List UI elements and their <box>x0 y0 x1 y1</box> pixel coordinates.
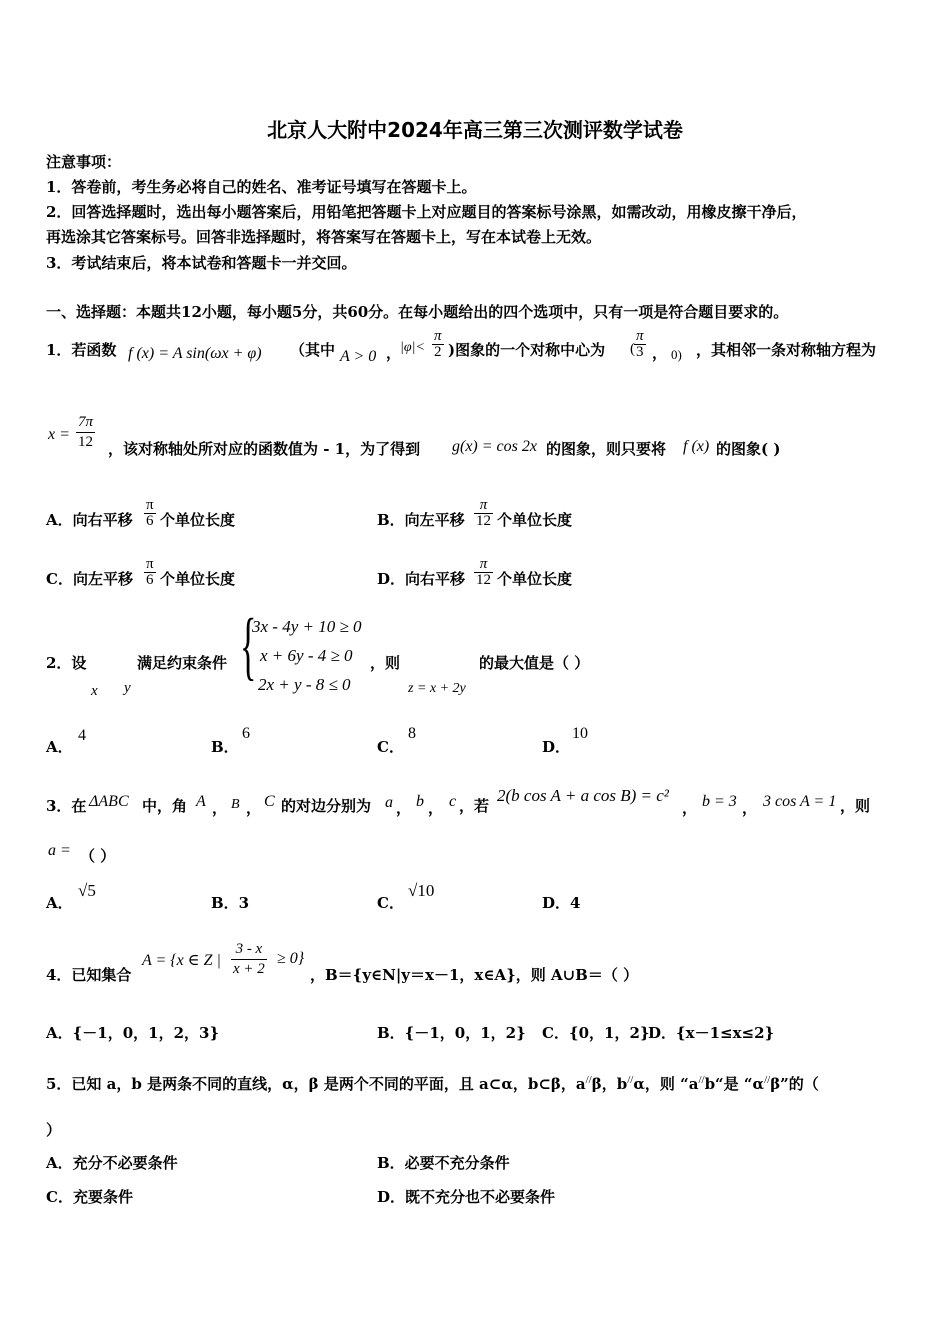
q1-tail: ，其相邻一条对称轴方程为 <box>696 341 877 359</box>
q1-zero: 0) <box>671 347 682 362</box>
q3-t4: ， <box>682 799 698 817</box>
q2-option-b[interactable]: B． <box>211 738 239 756</box>
q3-angle-a: A <box>196 793 206 810</box>
q1-option-a-frac: $\frac{\pi}{6}$ <box>146 497 154 529</box>
q4-option-d[interactable]: D．{x－1≤x≤2} <box>648 1024 775 1042</box>
q3-equation: 2(b cos A + a cos B) = c² <box>497 786 669 805</box>
q2-var-y: y <box>124 680 131 696</box>
q3-cos-a: 3 cos A = 1 <box>763 793 837 810</box>
q3-side-a: a <box>385 794 393 811</box>
q3-option-b[interactable]: B．3 <box>211 894 250 912</box>
q5-line2: ） <box>46 1121 62 1139</box>
q1-g-expr: g(x) = cos 2x <box>452 438 537 455</box>
q3-option-c-value: √10 <box>408 881 435 900</box>
q3-t2: 的对边分别为 <box>281 797 372 815</box>
q1-lead: 1．若函数 <box>46 341 117 359</box>
q2-left-brace: { <box>240 604 257 688</box>
q1-paren-left: ( <box>630 341 635 357</box>
q2-constraint-2: x + 6y - 4 ≥ 0 <box>260 646 353 665</box>
q3-option-a[interactable]: A． <box>46 894 73 912</box>
q3-side-c: c <box>449 793 457 810</box>
q1-pi-over-2: $\frac{\pi}{2}$ <box>434 328 442 360</box>
q2-option-c-value: 8 <box>408 725 416 742</box>
q3-option-a-value: √5 <box>78 881 96 900</box>
q1-option-b-unit: 个单位长度 <box>497 511 573 529</box>
q3-triangle: ΔABC <box>89 793 129 810</box>
q3-t3: ，若 <box>459 797 490 815</box>
q4-option-c[interactable]: C．{0，1，2} <box>542 1024 650 1042</box>
q2-tail: 的最大值是（ ） <box>479 654 590 672</box>
q1-comma: ， <box>652 344 668 362</box>
q4-set-a: A = {x ∈ Z | <box>142 952 221 969</box>
q1-x-eq: x = <box>48 426 70 443</box>
q1-option-d-frac: $\frac{\pi}{12}$ <box>476 556 491 588</box>
q4-ge-zero: ≥ 0} <box>277 950 305 967</box>
q2-option-a-value: 4 <box>78 727 86 744</box>
q3-option-c[interactable]: C． <box>377 894 404 912</box>
q2-option-d[interactable]: D． <box>542 738 571 756</box>
q1-option-c[interactable]: C．向左平移 <box>46 570 133 588</box>
q2-constraint-3: 2x + y - 8 ≤ 0 <box>258 675 351 694</box>
q3-angle-b: B <box>231 797 240 812</box>
q1-mid1: （其中 <box>290 341 336 359</box>
q3-comma-4: ， <box>428 799 444 817</box>
q1-cond1: A > 0 <box>340 348 377 365</box>
q2-then: ，则 <box>370 654 401 672</box>
q1-line2b: 的图象，则只要将 <box>546 440 667 458</box>
q2-option-c[interactable]: C． <box>377 738 404 756</box>
section-heading: 一、选择题：本题共12小题，每小题5分，共60分。在每小题给出的四个选项中，只有一项是符合题目要求的。 <box>46 303 789 321</box>
q4-set-b: ，B＝{y∈N|y＝x－1，x∈A}，则 A∪B＝（ ） <box>310 966 639 984</box>
q5-option-a[interactable]: A．充分不必要条件 <box>46 1154 178 1172</box>
q5-line1: 5．已知 a，b 是两条不同的直线，α，β 是两个不同的平面，且 a⊂α，b⊂β，a//β，b//α，则 “a//b“是 “α//β”的（ <box>46 1074 819 1093</box>
q4-option-a[interactable]: A．{－1，0，1，2，3} <box>46 1024 220 1042</box>
q2-lead: 2．设 <box>46 654 87 672</box>
q3-lead: 3．在 <box>46 797 87 815</box>
q1-option-c-unit: 个单位长度 <box>160 570 236 588</box>
q3-side-b: b <box>416 793 424 810</box>
q5-option-b[interactable]: B．必要不充分条件 <box>377 1154 510 1172</box>
notice-item-2a: 2．回答选择题时，选出每小题答案后，用铅笔把答题卡上对应题目的答案标号涂黑，如需改动，用橡皮擦干净后， <box>46 203 807 221</box>
q3-angle-c: C <box>264 793 275 810</box>
q3-comma-2: ， <box>246 799 262 817</box>
q3-option-d[interactable]: D．4 <box>542 894 581 912</box>
q2-option-d-value: 10 <box>572 725 588 742</box>
q4-fraction: $\frac{3 - x}{x + 2}$ <box>233 941 265 977</box>
q3-t1: 中，角 <box>142 797 188 815</box>
notice-item-2b: 再选涂其它答案标号。回答非选择题时，将答案写在答题卡上，写在本试卷上无效。 <box>46 228 602 246</box>
q1-option-c-frac: $\frac{\pi}{6}$ <box>146 556 154 588</box>
q4-option-b[interactable]: B．{－1，0，1，2} <box>377 1024 526 1042</box>
q1-line2: ，该对称轴处所对应的函数值为 - 1，为了得到 <box>108 440 421 458</box>
q1-abs-phi: |φ|< <box>400 340 425 355</box>
q1-option-b-frac: $\frac{\pi}{12}$ <box>476 497 491 529</box>
q3-a-eq: a = <box>48 842 71 859</box>
q3-b-eq-3: b = 3 <box>702 793 737 810</box>
q3-blank: （ ） <box>80 847 116 865</box>
q1-mid2: ， <box>386 344 402 362</box>
q1-option-d-unit: 个单位长度 <box>497 570 573 588</box>
q1-f-expr: f (x) = A sin(ωx + φ) <box>128 345 262 362</box>
q2-z-expr: z = x + 2y <box>408 681 466 696</box>
q4-lead: 4．已知集合 <box>46 966 132 984</box>
q1-line2c: 的图象( ) <box>716 440 781 458</box>
q1-option-b[interactable]: B．向左平移 <box>377 511 465 529</box>
q3-t5: ，则 <box>840 797 871 815</box>
q2-option-b-value: 6 <box>242 725 250 742</box>
q3-comma-5: ， <box>742 799 758 817</box>
q3-comma-3: ， <box>396 799 412 817</box>
q1-fx: f (x) <box>683 438 710 455</box>
q2-constraint-1: 3x - 4y + 10 ≥ 0 <box>252 617 362 636</box>
q1-option-a-unit: 个单位长度 <box>160 511 236 529</box>
q5-option-d[interactable]: D．既不充分也不必要条件 <box>377 1188 556 1206</box>
q2-var-x: x <box>91 683 98 699</box>
q1-7pi-over-12: $\frac{7\pi}{12}$ <box>78 414 94 450</box>
q3-comma-1: ， <box>212 799 228 817</box>
q2-option-a[interactable]: A． <box>46 738 73 756</box>
q1-option-d[interactable]: D．向右平移 <box>377 570 466 588</box>
q2-mid: 满足约束条件 <box>137 654 228 672</box>
q5-option-c[interactable]: C．充要条件 <box>46 1188 133 1206</box>
q1-mid3: )图象的一个对称中心为 <box>448 341 606 359</box>
page-title: 北京人大附中2024年高三第三次测评数学试卷 <box>267 118 683 142</box>
notice-item-3: 3．考试结束后，将本试卷和答题卡一并交回。 <box>46 254 357 272</box>
notice-item-1: 1．答卷前，考生务必将自己的姓名、准考证号填写在答题卡上。 <box>46 178 477 196</box>
q1-pi-over-3: $\frac{\pi}{3}$ <box>636 328 644 360</box>
q1-option-a[interactable]: A．向右平移 <box>46 511 133 529</box>
notice-heading: 注意事项： <box>46 153 122 171</box>
